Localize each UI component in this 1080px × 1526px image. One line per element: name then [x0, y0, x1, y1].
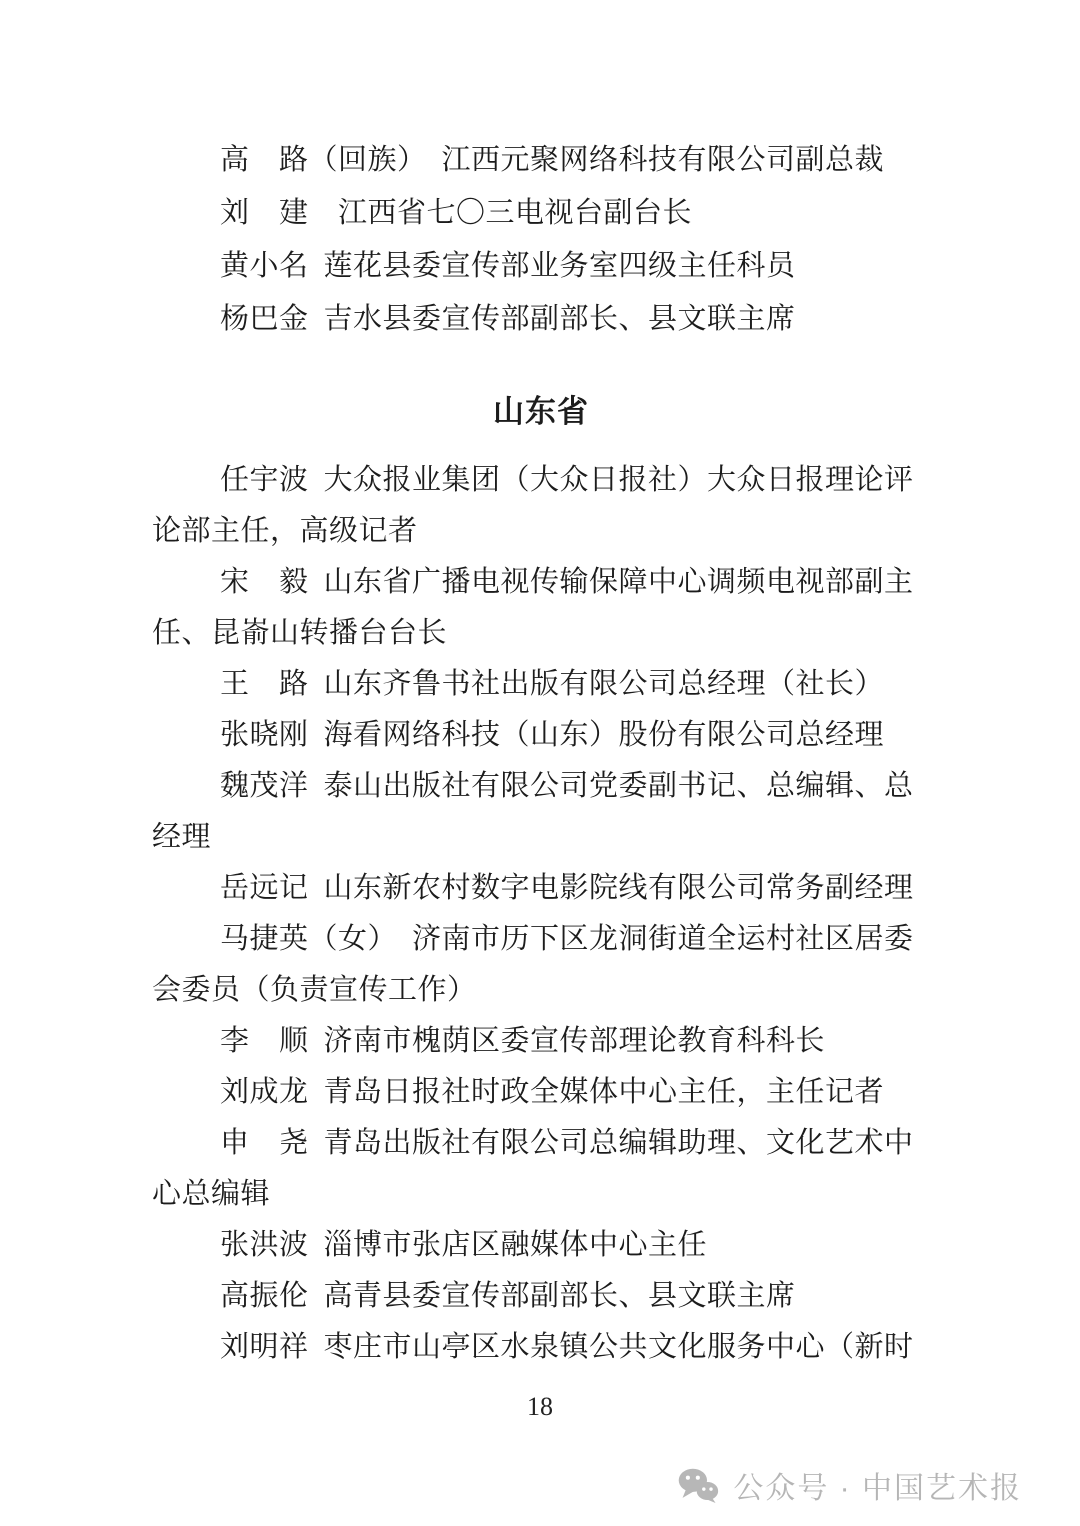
entry-line: 王 路 山东齐鲁书社出版有限公司总经理（社长） — [220, 668, 885, 700]
watermark-label: 公众号 · 中国艺术报 — [733, 1472, 1022, 1505]
entry-line: 张晓刚 海看网络科技（山东）股份有限公司总经理 — [220, 719, 885, 751]
watermark — [677, 1463, 1022, 1507]
entry-line-continuation: 心总编辑 — [152, 1178, 271, 1210]
wechat-icon — [677, 1467, 719, 1503]
document-body — [152, 134, 930, 1373]
section-header-shandong: 山东省 — [493, 394, 589, 429]
entry-line-continuation: 论部主任，高级记者 — [152, 515, 418, 547]
entry-line-continuation: 会委员（负责宣传工作） — [152, 974, 477, 1006]
entry-line: 高 路（回族） 江西元聚网络科技有限公司副总裁 — [220, 144, 885, 176]
entry-line: 任宇波 大众报业集团（大众日报社）大众日报理论评 — [220, 464, 914, 496]
entry-line: 刘明祥 枣庄市山亭区水泉镇公共文化服务中心（新时 — [220, 1331, 914, 1363]
entry-line: 张洪波 淄博市张店区融媒体中心主任 — [220, 1229, 708, 1261]
entry-line: 刘 建 江西省七〇三电视台副台长 — [220, 197, 693, 229]
entry-line-continuation: 任、昆嵛山转播台台长 — [152, 617, 448, 649]
entry-line-continuation: 经理 — [152, 821, 212, 853]
entry-line: 宋 毅 山东省广播电视传输保障中心调频电视部副主 — [220, 566, 914, 598]
section-shandong — [152, 455, 930, 1373]
entry-line: 刘成龙 青岛日报社时政全媒体中心主任，主任记者 — [220, 1076, 885, 1108]
page-number: 18 — [527, 1392, 553, 1421]
entry-line: 高振伦 高青县委宣传部副部长、县文联主席 — [220, 1280, 796, 1312]
entry-line: 李 顺 济南市槐荫区委宣传部理论教育科科长 — [220, 1025, 826, 1057]
entry-line: 魏茂洋 泰山出版社有限公司党委副书记、总编辑、总 — [220, 770, 914, 802]
entry-line: 杨巴金 吉水县委宣传部副部长、县文联主席 — [220, 303, 796, 335]
entry-line: 马捷英（女） 济南市历下区龙洞街道全运村社区居委 — [220, 923, 914, 955]
entry-line: 岳远记 山东新农村数字电影院线有限公司常务副经理 — [220, 872, 914, 904]
entry-line: 申 尧 青岛出版社有限公司总编辑助理、文化艺术中 — [220, 1127, 914, 1159]
entry-line: 黄小名 莲花县委宣传部业务室四级主任科员 — [220, 250, 796, 282]
